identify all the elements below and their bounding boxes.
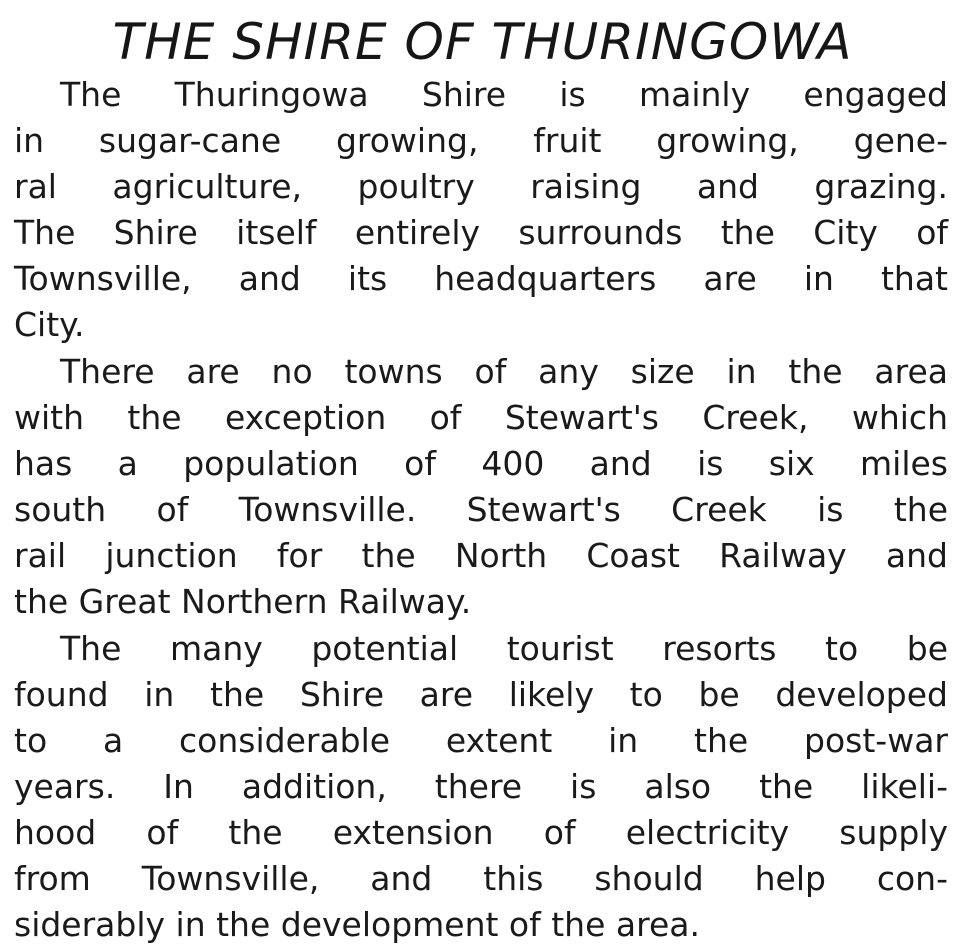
paragraph-line: The Thuringowa Shire is mainly engaged	[60, 75, 948, 114]
paragraph-line: in sugar-cane growing, fruit growing, gene-	[14, 121, 948, 160]
paragraph-line: ral agriculture, poultry raising and grazing.	[14, 167, 948, 206]
paragraph-line: hood of the extension of electricity supply	[14, 813, 948, 852]
paragraph-line: south of Townsville. Stewart's Creek is the	[14, 490, 948, 529]
paragraph-line: City.	[14, 305, 85, 344]
paragraph-line: with the exception of Stewart's Creek, which	[14, 398, 948, 437]
paragraph-line: The many potential tourist resorts to be	[60, 629, 948, 668]
paragraph-line: Townsville, and its headquarters are in that	[14, 259, 948, 298]
paragraph-line: rail junction for the North Coast Railway and	[14, 536, 948, 575]
paragraph-line: has a population of 400 and is six miles	[14, 444, 948, 483]
paragraph-line: to a considerable extent in the post-war	[14, 721, 948, 760]
article-headline: THE SHIRE OF THURINGOWA	[112, 13, 853, 71]
paragraph-line: There are no towns of any size in the area	[60, 352, 948, 391]
paragraph-line: from Townsville, and this should help con-	[14, 859, 948, 898]
paragraph-line: found in the Shire are likely to be developed	[14, 675, 948, 714]
paragraph-line: The Shire itself entirely surrounds the City of	[14, 213, 948, 252]
paragraph-line: years. In addition, there is also the likeli-	[14, 767, 948, 806]
paragraph-line: the Great Northern Railway.	[14, 582, 472, 621]
paragraph-line: siderably in the development of the area.	[14, 905, 700, 944]
